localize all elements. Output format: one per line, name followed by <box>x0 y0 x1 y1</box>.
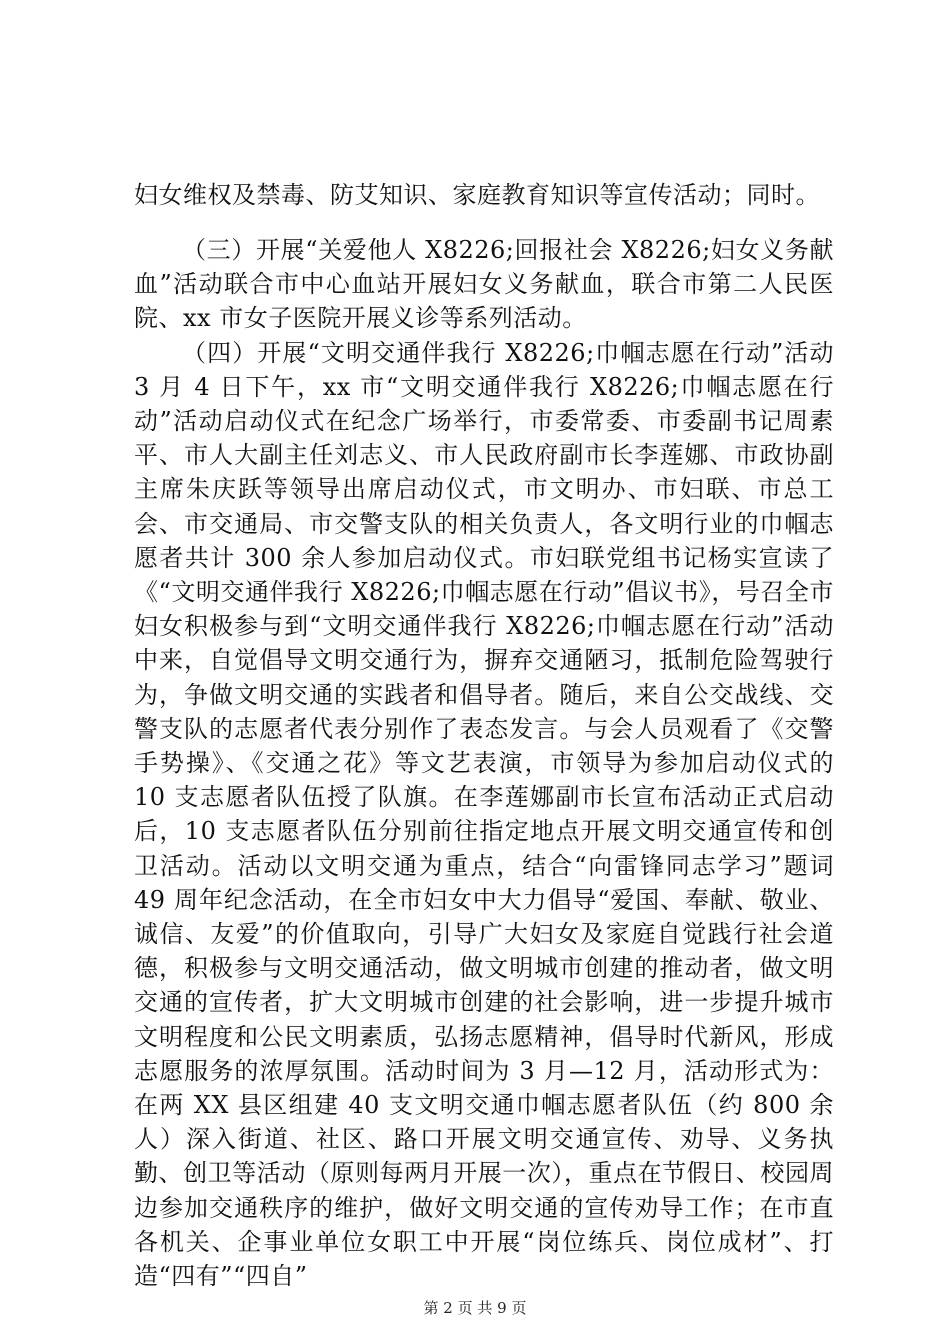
paragraph-section-3: （三）开展“关爱他人 X8226;回报社会 X8226;妇女义务献血”活动联合市中心血站开展妇女义务献血，联合市第二人民医院、xx 市女子医院开展义诊等系列活动。 <box>134 236 834 333</box>
page-number-footer: 第 2 页 共 9 页 <box>423 1299 527 1317</box>
body-text <box>134 233 834 1293</box>
continuation-line: 妇女维权及禁毒、防艾知识、家庭教育知识等宣传活动；同时。 <box>134 181 820 209</box>
paragraph-section-4: （四）开展“文明交通伴我行 X8226;巾帼志愿在行动”活动 3 月 4 日下午，xx 市“文明交通伴我行 X8226;巾帼志愿在行动”活动启动仪式在纪念广场举行，市委常委、市委副书记周素平、市人大副主任刘志义、市人民政府副市长李莲娜、市政协副主席朱庆跃等领导出席启动仪式，市文明办、市妇联、市总工会、市交通局、市交警支队的相关负责人，各文明行业的巾帼志愿者共计 300 余人参加启动仪式。市妇联党组书记杨实宣读了《“文明交通伴我行 X8226;巾帼志愿在行动”倡议书》，号召全市妇女积极参与到“文明交通伴我行 X8226;巾帼志愿在行动”活动中来，自觉倡导文明交通行为，摒弃交通陋习，抵制危险驾驶行为，争做文明交通的实践者和倡导者。随后，来自公交战线、交警支队的志愿者代表分别作了表态发言。与会人员观看了《交警手势操》、《交通之花》等文艺表演，市领导为参加启动仪式的 10 支志愿者队伍授了队旗。在李莲娜副市长宣布活动正式启动后，10 支志愿者队伍分别前往指定地点开展文明交通宣传和创卫活动。活动以文明交通为重点，结合“向雷锋同志学习”题词 49 周年纪念活动，在全市妇女中大力倡导“爱国、奉献、敬业、诚信、友爱”的价值取向，引导广大妇女及家庭自觉践行社会道德，积极参与文明交通活动，做文明城市创建的推动者，做文明交通的宣传者，扩大文明城市创建的社会影响，进一步提升城市文明程度和公民文明素质，弘扬志愿精神，倡导时代新风，形成志愿服务的浓厚氛围。活动时间为 3 月—12 月，活动形式为：在两 XX 县区组建 40 支文明交通巾帼志愿者队伍（约 800 余人）深入街道、社区、路口开展文明交通宣传、劝导、义务执勤、创卫等活动（原则每两月开展一次），重点在节假日、校园周边参加交通秩序的维护，做好文明交通的宣传劝导工作；在市直各机关、企事业单位女职工中开展“岗位练兵、岗位成材”、打造“四有”“四自” <box>134 338 834 1291</box>
